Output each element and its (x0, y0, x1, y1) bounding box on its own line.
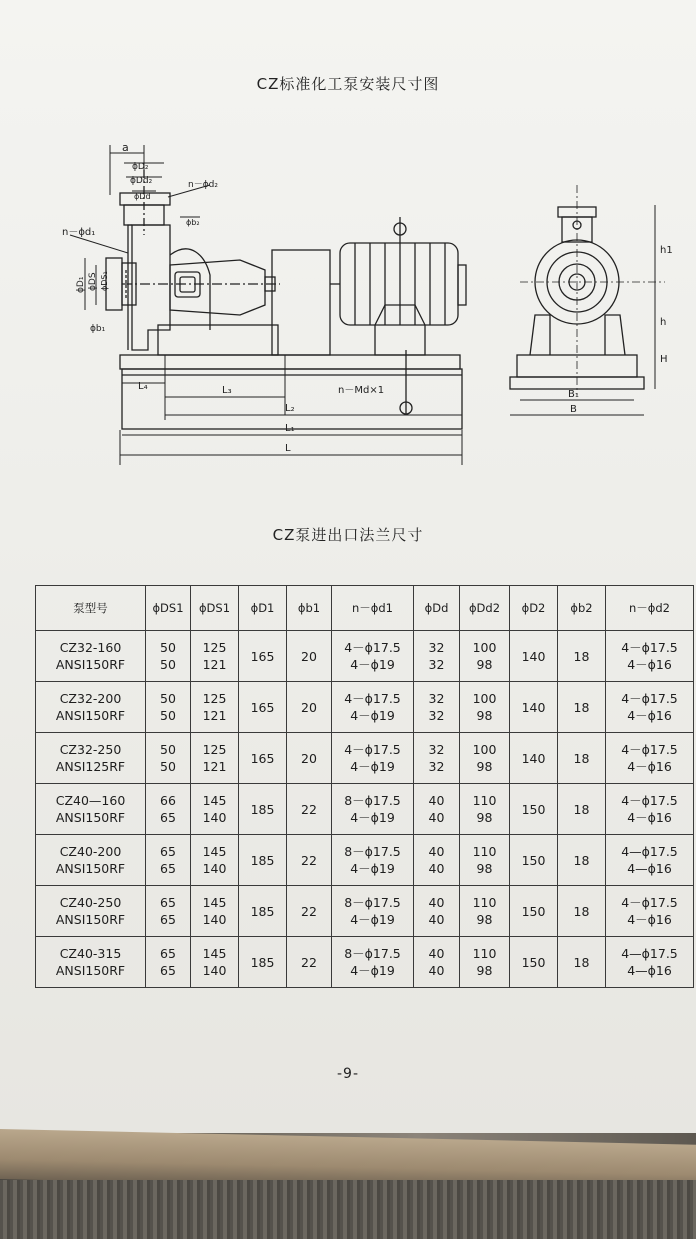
cell-line: 145 (202, 793, 227, 808)
cell-ds1b (191, 835, 239, 886)
cell-b2: 18 (558, 631, 606, 682)
col-header: ϕb2 (558, 586, 606, 631)
col-header: ϕD2 (510, 586, 558, 631)
cell-line: 98 (476, 861, 493, 876)
cell-line: 65 (160, 912, 176, 927)
cell-line: 125 (202, 691, 227, 706)
cell-line: 8－ϕ17.5 (344, 844, 401, 859)
cell-ds1b (191, 937, 239, 988)
cell-line: 140 (202, 861, 227, 876)
cell-line: 50 (160, 691, 176, 706)
cell-b2: 18 (558, 886, 606, 937)
cell-nd1 (332, 733, 414, 784)
cell-nd1 (332, 784, 414, 835)
cell-ds1a (146, 631, 191, 682)
cell-d1: 165 (239, 631, 287, 682)
cell-line: 65 (160, 895, 176, 910)
cell-b2: 18 (558, 733, 606, 784)
cell-line: 50 (160, 657, 176, 672)
cell-dd2 (460, 886, 510, 937)
cell-d1: 185 (239, 886, 287, 937)
cell-line: CZ40—160 (55, 793, 126, 808)
cell-line: 4－ϕ16 (627, 657, 672, 672)
cell-b1: 20 (287, 733, 332, 784)
cell-line: 4－ϕ19 (350, 963, 395, 978)
cell-line: 140 (202, 912, 227, 927)
cell-line: 121 (202, 708, 227, 723)
cell-d2: 140 (510, 733, 558, 784)
table-row (36, 733, 694, 784)
cell-d1: 185 (239, 937, 287, 988)
table-header-row (36, 586, 694, 631)
dim-L: L (285, 443, 291, 454)
col-header: ϕDd2 (460, 586, 510, 631)
cell-b2: 18 (558, 682, 606, 733)
dim-D2: ϕD₂ (132, 162, 149, 172)
cell-ds1b (191, 631, 239, 682)
dim-H: H (660, 354, 668, 365)
cell-line: CZ40-315 (59, 946, 122, 961)
cell-line: 4－ϕ19 (350, 759, 395, 774)
cell-nd2 (606, 733, 694, 784)
cell-dd (414, 937, 460, 988)
cell-nd1 (332, 886, 414, 937)
cell-line: 4－ϕ19 (350, 810, 395, 825)
cell-b1: 22 (287, 937, 332, 988)
cell-nd2 (606, 835, 694, 886)
cell-model (36, 682, 146, 733)
cell-ds1a (146, 886, 191, 937)
cell-d1: 185 (239, 835, 287, 886)
cell-ds1b (191, 733, 239, 784)
table-row (36, 886, 694, 937)
dim-Dd2: ϕDd₂ (130, 176, 153, 186)
cell-line: 110 (472, 793, 497, 808)
cell-ds1b (191, 682, 239, 733)
cell-dd2 (460, 835, 510, 886)
cell-line: 40 (428, 844, 445, 859)
cell-line: CZ40-200 (59, 844, 122, 859)
cell-d1: 165 (239, 682, 287, 733)
cell-line: 98 (476, 963, 493, 978)
cell-line: 98 (476, 657, 493, 672)
cell-line: 65 (160, 861, 176, 876)
cell-line: 65 (160, 946, 176, 961)
cell-b1: 22 (287, 835, 332, 886)
cell-line: 4－ϕ17.5 (344, 640, 401, 655)
cell-line: 110 (472, 946, 497, 961)
dim-D1: ϕD₁ (76, 276, 86, 293)
cell-line: 8－ϕ17.5 (344, 946, 401, 961)
cell-line: 50 (160, 759, 176, 774)
dim-Dd: ϕDd (134, 192, 151, 201)
dim-n-d2: n－ϕd₂ (188, 180, 218, 190)
cell-ds1b (191, 886, 239, 937)
col-header: ϕDS1 (191, 586, 239, 631)
cell-line: 110 (472, 895, 497, 910)
cell-dd2 (460, 631, 510, 682)
table-row (36, 631, 694, 682)
cell-ds1a (146, 835, 191, 886)
cell-line: 50 (160, 640, 176, 655)
dim-DS: ϕDS (88, 272, 98, 291)
cell-d2: 140 (510, 682, 558, 733)
cell-line: 145 (202, 895, 227, 910)
cell-line: 32 (428, 691, 445, 706)
cell-line: 4－ϕ19 (350, 912, 395, 927)
cell-line: 4－ϕ17.5 (621, 640, 678, 655)
cell-dd (414, 733, 460, 784)
cell-line: 125 (202, 742, 227, 757)
cell-line: 145 (202, 844, 227, 859)
dim-n-d1: n－ϕd₁ (62, 227, 96, 238)
col-header: ϕDS1 (146, 586, 191, 631)
cell-line: 65 (160, 810, 176, 825)
cell-line: 145 (202, 946, 227, 961)
cell-line: 50 (160, 742, 176, 757)
installation-dimension-drawing (40, 125, 680, 470)
cell-line: 40 (428, 963, 445, 978)
cell-line: 4—ϕ17.5 (621, 844, 678, 859)
pump-volute (106, 170, 280, 350)
cell-line: 66 (160, 793, 176, 808)
cell-line: ANSI150RF (55, 657, 126, 672)
cell-dd (414, 631, 460, 682)
page-number: -9- (336, 1066, 359, 1082)
pump-side-view (510, 185, 665, 415)
cell-line: 4—ϕ16 (627, 861, 672, 876)
cell-line: 121 (202, 657, 227, 672)
cell-line: 100 (472, 742, 497, 757)
cell-line: ANSI125RF (55, 759, 126, 774)
cell-line: 100 (472, 691, 497, 706)
col-header: 泵型号 (36, 586, 146, 631)
table-body (36, 631, 694, 988)
cell-line: 40 (428, 861, 445, 876)
cell-d2: 140 (510, 631, 558, 682)
cell-ds1a (146, 682, 191, 733)
cell-model (36, 631, 146, 682)
cell-line: 125 (202, 640, 227, 655)
cell-line: 8－ϕ17.5 (344, 895, 401, 910)
col-header: ϕD1 (239, 586, 287, 631)
cell-d2: 150 (510, 937, 558, 988)
dim-L3: L₃ (222, 385, 232, 396)
cell-nd1 (332, 682, 414, 733)
cell-line: 4－ϕ17.5 (621, 691, 678, 706)
flange-dimension-table (35, 585, 694, 988)
cell-line: 100 (472, 640, 497, 655)
col-header: n－ϕd1 (332, 586, 414, 631)
cell-line: 65 (160, 963, 176, 978)
dim-L4: L₄ (138, 381, 148, 392)
cell-line: 4－ϕ17.5 (344, 691, 401, 706)
cell-nd2 (606, 784, 694, 835)
cell-d1: 165 (239, 733, 287, 784)
table-row (36, 937, 694, 988)
cell-line: 4－ϕ17.5 (621, 742, 678, 757)
dim-h1: h1 (660, 245, 673, 256)
cell-line: CZ32-200 (59, 691, 122, 706)
col-header: n－ϕd2 (606, 586, 694, 631)
cell-line: ANSI150RF (55, 810, 126, 825)
cell-b2: 18 (558, 937, 606, 988)
cell-dd2 (460, 784, 510, 835)
base-plate (120, 355, 462, 429)
drawing-title: CZ标准化工泵安装尺寸图 (256, 75, 440, 93)
cell-line: 4－ϕ16 (627, 759, 672, 774)
cell-line: 4—ϕ17.5 (621, 946, 678, 961)
dim-b1: ϕb₁ (90, 324, 106, 334)
cell-line: 32 (428, 759, 445, 774)
cell-line: ANSI150RF (55, 708, 126, 723)
cell-line: 110 (472, 844, 497, 859)
cell-line: 98 (476, 759, 493, 774)
cell-b2: 18 (558, 835, 606, 886)
cell-model (36, 784, 146, 835)
motor (340, 217, 466, 355)
cell-line: 98 (476, 912, 493, 927)
cell-ds1a (146, 937, 191, 988)
dim-L2: L₂ (285, 403, 295, 414)
cell-line: ANSI150RF (55, 963, 126, 978)
cell-line: 4－ϕ19 (350, 657, 395, 672)
cell-line: 98 (476, 810, 493, 825)
cell-line: 40 (428, 810, 445, 825)
cell-b2: 18 (558, 784, 606, 835)
bearing-housing (158, 260, 278, 355)
dim-a: a (122, 141, 129, 154)
cell-model (36, 886, 146, 937)
floor (0, 1180, 696, 1239)
cell-line: 4－ϕ16 (627, 912, 672, 927)
cell-line: 4－ϕ19 (350, 861, 395, 876)
cell-line: 65 (160, 844, 176, 859)
coupling-guard (265, 250, 340, 355)
cell-line: CZ40-250 (59, 895, 122, 910)
cell-line: 32 (428, 640, 445, 655)
table-row (36, 784, 694, 835)
cell-line: 4－ϕ16 (627, 708, 672, 723)
cell-dd (414, 682, 460, 733)
cell-ds1b (191, 784, 239, 835)
cell-nd2 (606, 886, 694, 937)
cell-ds1a (146, 784, 191, 835)
dim-L1: L₁ (285, 423, 295, 434)
cell-line: 40 (428, 793, 445, 808)
cell-line: 40 (428, 912, 445, 927)
cell-line: 32 (428, 708, 445, 723)
cell-line: CZ32-250 (59, 742, 122, 757)
cell-line: 8－ϕ17.5 (344, 793, 401, 808)
cell-line: 32 (428, 657, 445, 672)
cell-line: 4－ϕ17.5 (621, 895, 678, 910)
cell-line: 4－ϕ17.5 (621, 793, 678, 808)
cell-line: 40 (428, 895, 445, 910)
cell-d2: 150 (510, 784, 558, 835)
cell-line: 4－ϕ17.5 (344, 742, 401, 757)
cell-dd2 (460, 937, 510, 988)
table-title: CZ泵进出口法兰尺寸 (272, 526, 424, 544)
dim-n-Md: n－Md×1 (338, 385, 385, 396)
cell-b1: 20 (287, 682, 332, 733)
cell-line: 4－ϕ16 (627, 810, 672, 825)
dim-b2: ϕb₂ (186, 218, 200, 227)
cell-d1: 185 (239, 784, 287, 835)
cell-model (36, 937, 146, 988)
cell-line: 140 (202, 963, 227, 978)
cell-ds1a (146, 733, 191, 784)
cell-nd2 (606, 682, 694, 733)
col-header: ϕDd (414, 586, 460, 631)
cell-line: 40 (428, 946, 445, 961)
cell-line: 121 (202, 759, 227, 774)
dim-B1: B₁ (568, 389, 579, 400)
dim-h: h (660, 317, 667, 328)
table-row (36, 682, 694, 733)
cell-b1: 22 (287, 886, 332, 937)
cell-line: ANSI150RF (55, 861, 126, 876)
cell-nd1 (332, 835, 414, 886)
cell-line: 4—ϕ16 (627, 963, 672, 978)
cell-dd (414, 886, 460, 937)
cell-nd2 (606, 631, 694, 682)
table-row (36, 835, 694, 886)
cell-nd1 (332, 631, 414, 682)
cell-line: 140 (202, 810, 227, 825)
cell-line: 50 (160, 708, 176, 723)
cell-dd (414, 784, 460, 835)
cell-model (36, 733, 146, 784)
cell-b1: 22 (287, 784, 332, 835)
cell-nd2 (606, 937, 694, 988)
cell-dd2 (460, 682, 510, 733)
anchor-bolt (400, 350, 412, 415)
cell-line: ANSI150RF (55, 912, 126, 927)
dim-DS1: ϕDS₁ (100, 271, 109, 291)
cell-line: 32 (428, 742, 445, 757)
col-header: ϕb1 (287, 586, 332, 631)
cell-d2: 150 (510, 886, 558, 937)
cell-nd1 (332, 937, 414, 988)
dim-B: B (570, 404, 577, 415)
cell-dd2 (460, 733, 510, 784)
cell-line: 98 (476, 708, 493, 723)
cell-b1: 20 (287, 631, 332, 682)
cell-model (36, 835, 146, 886)
cell-d2: 150 (510, 835, 558, 886)
cell-line: CZ32-160 (59, 640, 122, 655)
cell-line: 4－ϕ19 (350, 708, 395, 723)
cell-dd (414, 835, 460, 886)
